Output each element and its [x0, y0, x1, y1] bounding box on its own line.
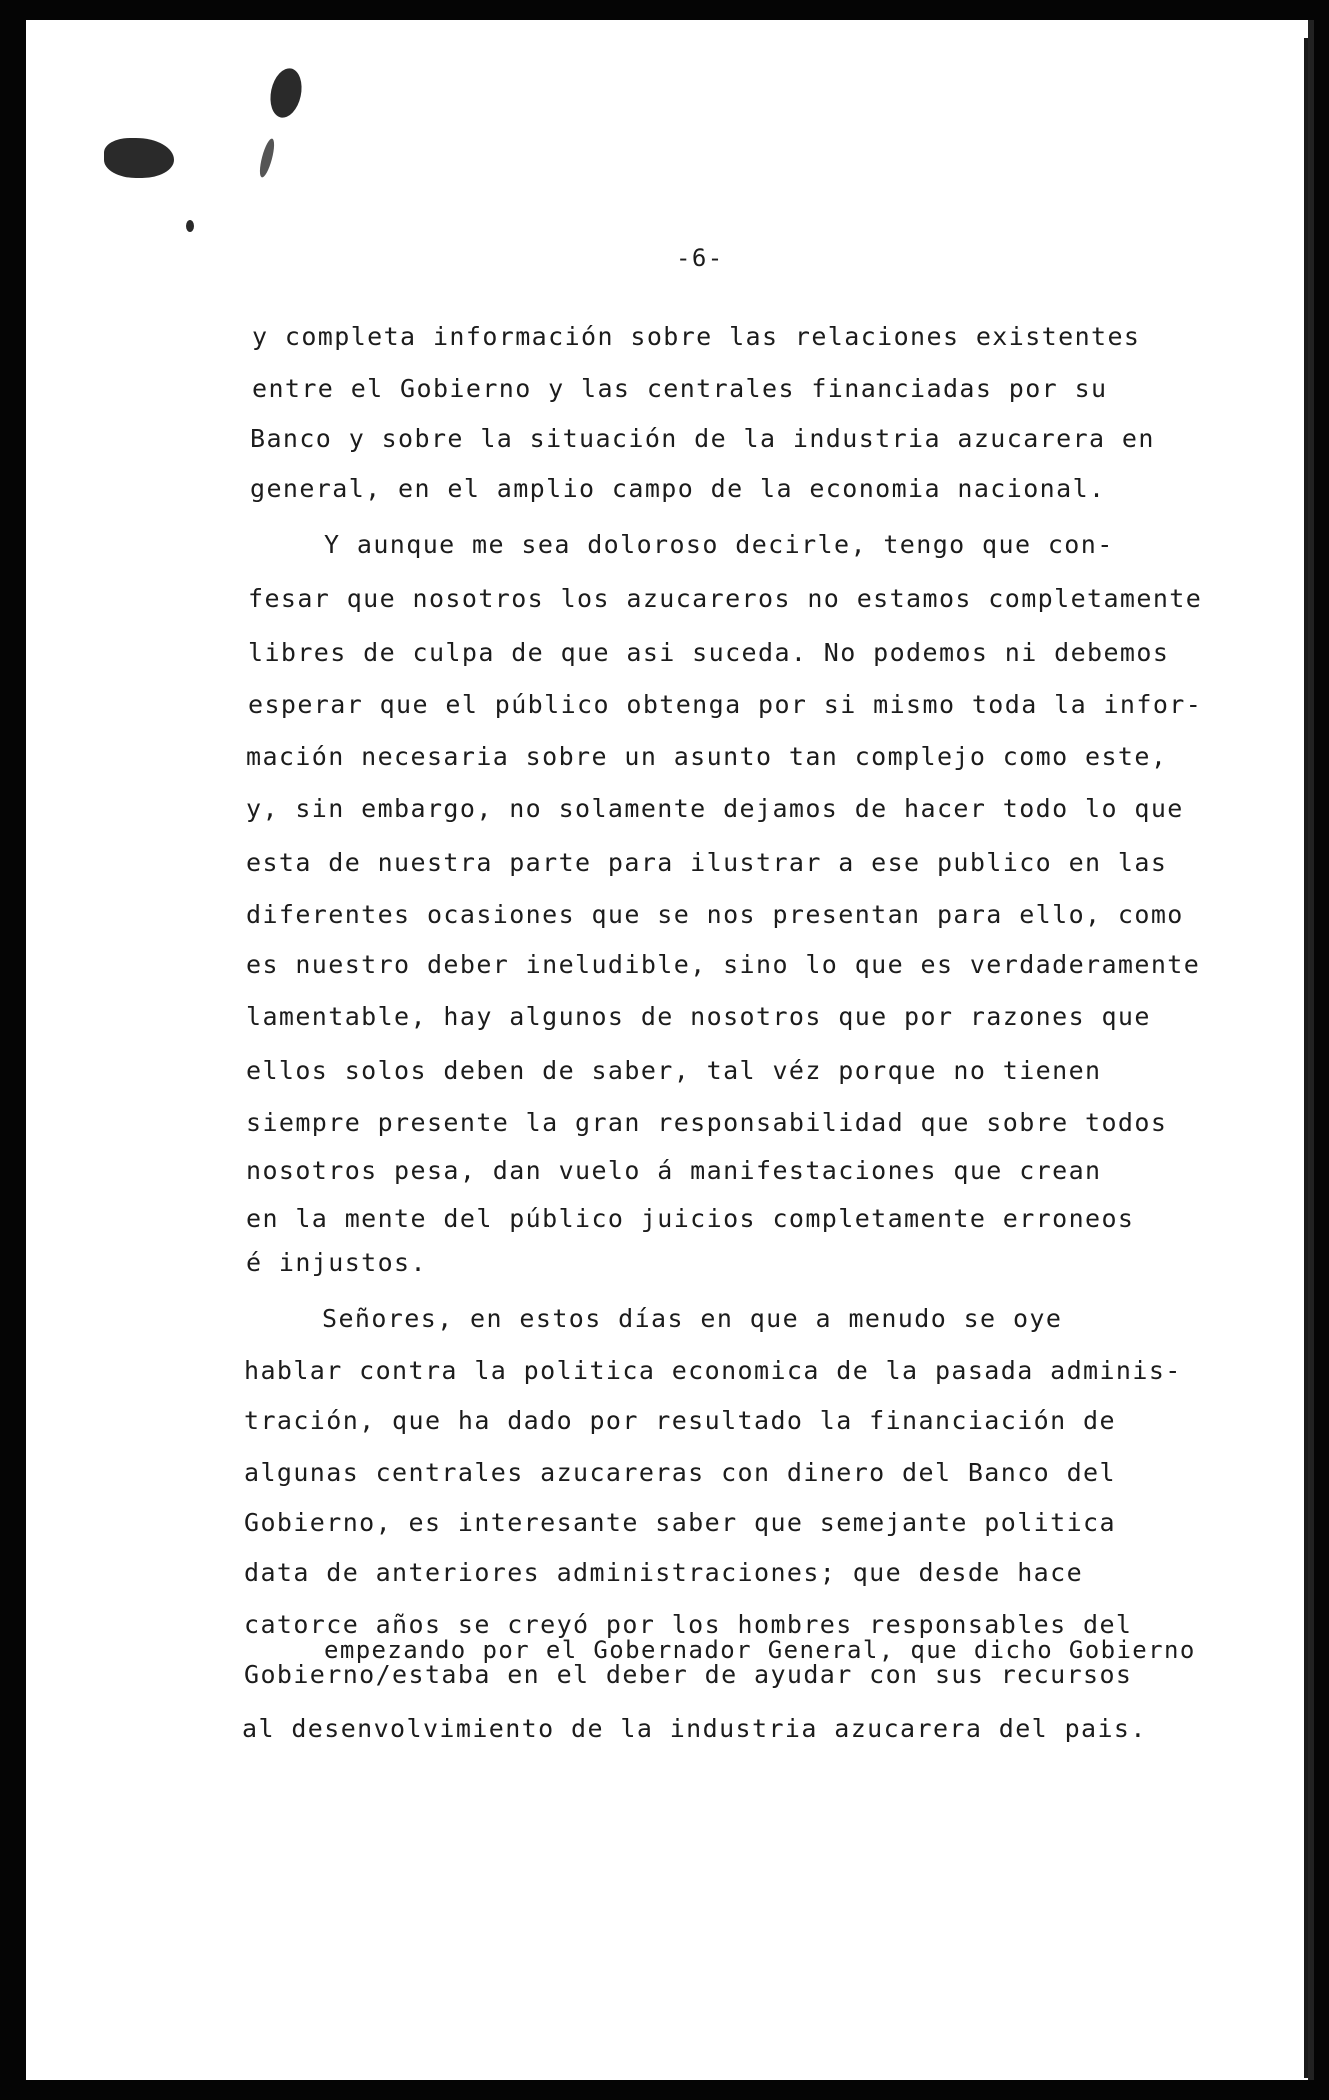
text-line: Y aunque me sea doloroso decirle, tengo que con- [324, 530, 1114, 559]
text-line: Banco y sobre la situación de la industria azucarera en [250, 424, 1155, 453]
text-line: Gobierno/estaba en el deber de ayudar con sus recursos [244, 1660, 1133, 1689]
ink-blot-mark [186, 220, 194, 232]
text-line: hablar contra la politica economica de la pasada adminis- [244, 1356, 1182, 1385]
text-line: nosotros pesa, dan vuelo á manifestaciones que crean [246, 1156, 1102, 1185]
ink-blot-mark [104, 138, 174, 178]
text-line: Gobierno, es interesante saber que semejante politica [244, 1508, 1116, 1537]
text-line: general, en el amplio campo de la economia nacional. [250, 474, 1106, 503]
text-line: es nuestro deber ineludible, sino lo que es verdaderamente [246, 950, 1201, 979]
text-line: entre el Gobierno y las centrales financiadas por su [252, 374, 1108, 403]
text-line: y, sin embargo, no solamente dejamos de hacer todo lo que [246, 794, 1184, 823]
text-line: mación necesaria sobre un asunto tan complejo como este, [246, 742, 1168, 771]
text-line: Señores, en estos días en que a menudo se oye [322, 1304, 1063, 1333]
text-line: data de anteriores administraciones; que desde hace [244, 1558, 1084, 1587]
text-line: esta de nuestra parte para ilustrar a ese publico en las [246, 848, 1168, 877]
ink-blot-mark [266, 65, 306, 120]
page-edge-shadow [1304, 38, 1308, 2078]
text-line: lamentable, hay algunos de nosotros que por razones que [246, 1002, 1151, 1031]
text-line: fesar que nosotros los azucareros no estamos completamente [248, 584, 1203, 613]
text-line: y completa información sobre las relaciones existentes [252, 322, 1141, 351]
text-line: diferentes ocasiones que se nos presentan para ello, como [246, 900, 1184, 929]
text-line: esperar que el público obtenga por si mismo toda la infor- [248, 690, 1203, 719]
text-line: en la mente del público juicios completamente erroneos [246, 1204, 1135, 1233]
text-line: catorce años se creyó por los hombres responsables del [244, 1610, 1133, 1639]
text-line: al desenvolvimiento de la industria azucarera del pais. [242, 1714, 1147, 1743]
page-number: -6- [676, 244, 724, 272]
ink-blot-mark [257, 137, 277, 178]
text-line: ellos solos deben de saber, tal véz porque no tienen [246, 1056, 1102, 1085]
text-line: tración, que ha dado por resultado la financiación de [244, 1406, 1116, 1435]
text-line: libres de culpa de que asi suceda. No podemos ni debemos [248, 638, 1170, 667]
text-line: algunas centrales azucareras con dinero del Banco del [244, 1458, 1116, 1487]
text-line: siempre presente la gran responsabilidad que sobre todos [246, 1108, 1168, 1137]
inserted-text-line: empezando por el Gobernador General, que dicho Gobierno [324, 1636, 1196, 1664]
text-line: é injustos. [246, 1248, 427, 1277]
document-page [26, 20, 1314, 2080]
